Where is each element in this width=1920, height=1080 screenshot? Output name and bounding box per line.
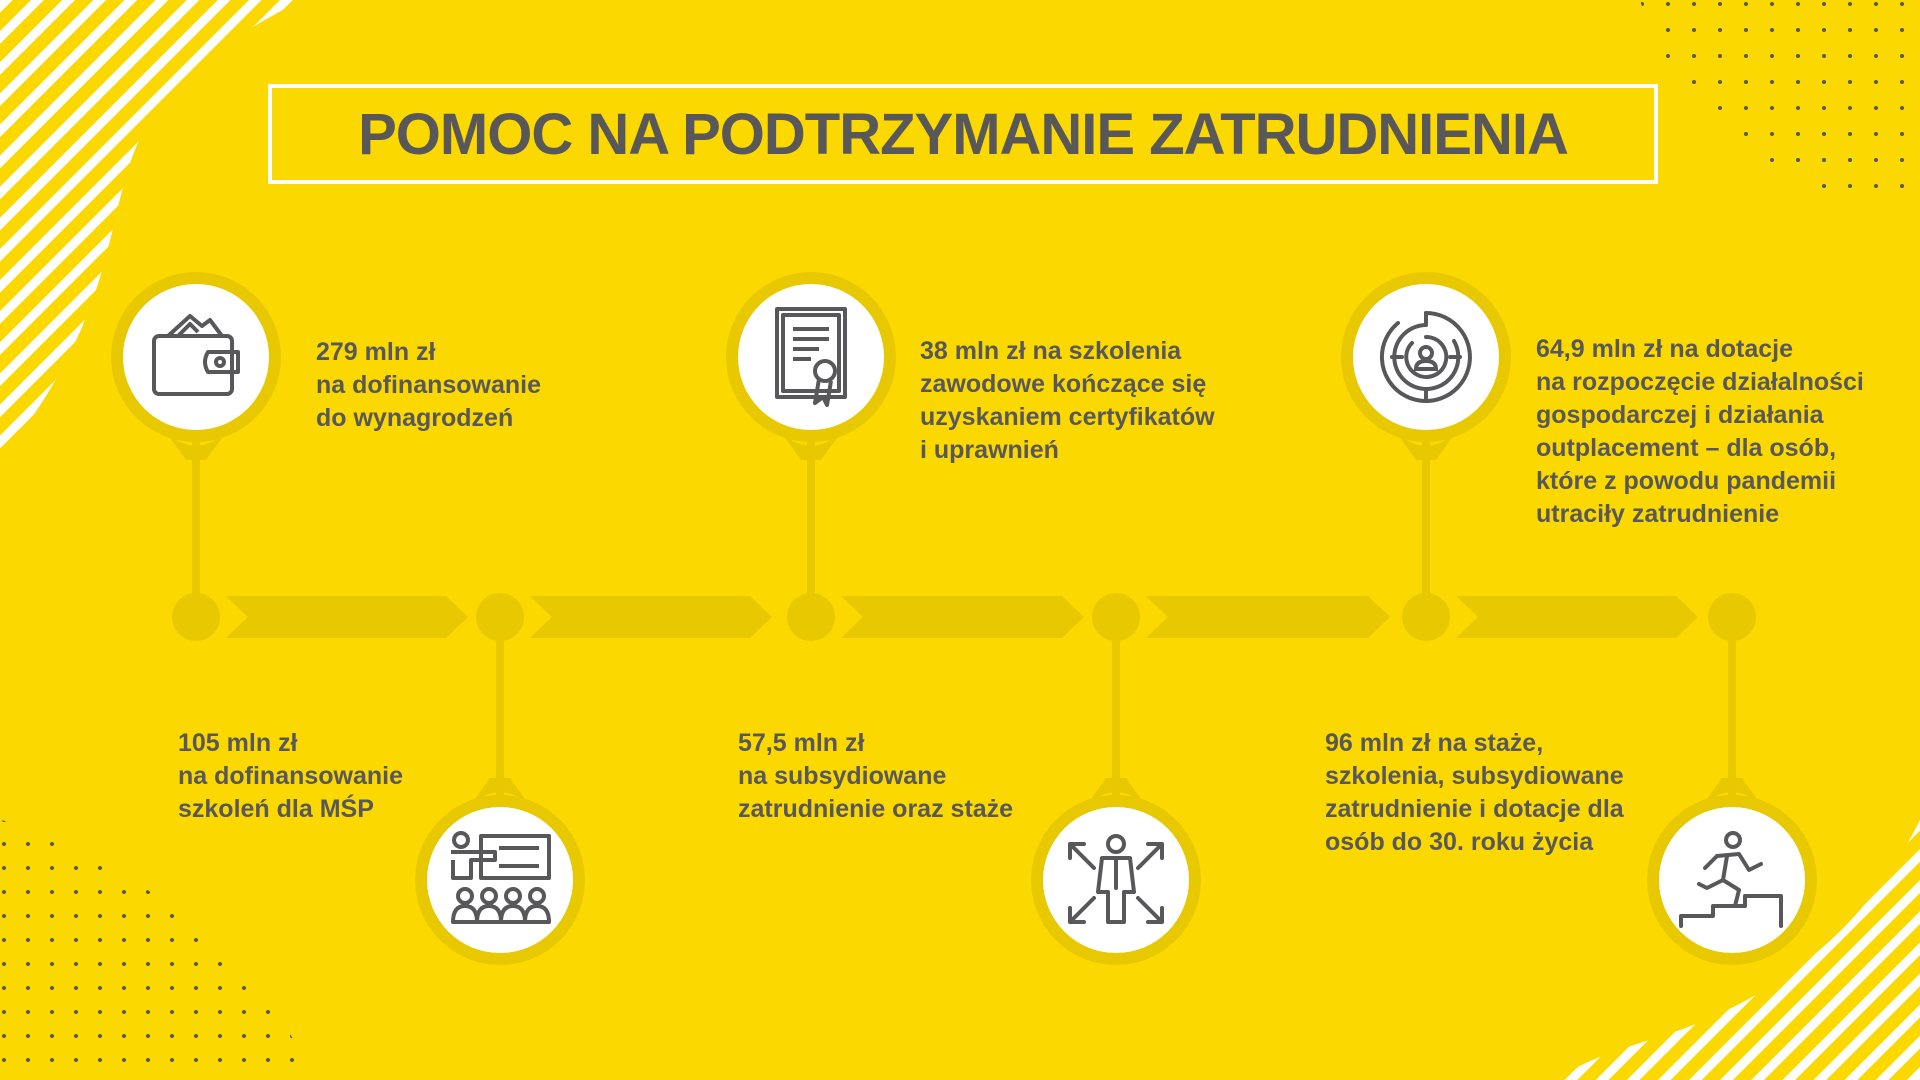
timeline-arrow: [226, 596, 468, 638]
item-line: na dofinansowanie: [178, 762, 404, 790]
item-text-target: [1536, 333, 1864, 531]
dots-decoration-bottom-left: [0, 820, 310, 1080]
item-line: 38 mln zł na szkolenia: [920, 337, 1182, 365]
training-presentation-icon: [445, 830, 555, 930]
running-stairs-icon: [1677, 830, 1787, 930]
item-line: gospodarczej i działania: [1536, 401, 1824, 429]
item-line: na subsydiowane: [738, 762, 947, 790]
timeline-node: [1402, 593, 1450, 641]
item-line: do wynagrodzeń: [316, 404, 514, 432]
circle-wallet: [111, 272, 281, 442]
item-text-certificate: [920, 335, 1215, 467]
title-frame: [268, 84, 1658, 184]
circle-stairs: [1647, 795, 1817, 965]
item-line: 279 mln zł: [316, 338, 436, 366]
timeline-arrow: [1146, 596, 1390, 638]
target-person-icon: [1378, 309, 1474, 405]
item-line: i uprawnień: [920, 436, 1059, 464]
item-line: osób do 30. roku życia: [1325, 828, 1594, 856]
certificate-icon: [771, 305, 851, 409]
dots-decoration-top-right: [1640, 0, 1920, 203]
item-line: 64,9 mln zł na dotacje: [1536, 335, 1794, 363]
item-line: 105 mln zł: [178, 729, 298, 757]
item-line: 57,5 mln zł: [738, 729, 865, 757]
item-line: które z powodu pandemii: [1536, 467, 1837, 495]
item-line: na rozpoczęcie działalności: [1536, 368, 1864, 396]
item-line: na dofinansowanie: [316, 371, 542, 399]
item-line: 96 mln zł na staże,: [1325, 729, 1544, 757]
item-text-stairs: [1325, 727, 1624, 859]
wallet-icon: [148, 312, 244, 402]
item-line: zatrudnienie i dotacje dla: [1325, 795, 1624, 823]
circle-target: [1341, 272, 1511, 442]
timeline-arrow: [530, 596, 772, 638]
page-title: POMOC NA PODTRZYMANIE ZATRUDNIENIA: [358, 101, 1568, 167]
timeline-node: [1708, 593, 1756, 641]
item-line: szkoleń dla MŚP: [178, 795, 374, 823]
item-line: uzyskaniem certyfikatów: [920, 403, 1215, 431]
item-line: szkolenia, subsydiowane: [1325, 762, 1624, 790]
item-text-training: [178, 727, 403, 826]
timeline-arrow: [841, 596, 1084, 638]
circle-worker: [1031, 795, 1201, 965]
worker-arrows-icon: [1064, 828, 1168, 932]
timeline-node: [172, 593, 220, 641]
timeline-node: [476, 593, 524, 641]
timeline-arrows: [226, 596, 1698, 638]
item-line: outplacement – dla osób,: [1536, 434, 1837, 462]
item-text-worker: [738, 727, 1013, 826]
timeline-arrow: [1456, 596, 1698, 638]
item-line: zatrudnienie oraz staże: [738, 795, 1014, 823]
item-line: utraciły zatrudnienie: [1536, 500, 1780, 528]
circle-certificate: [726, 272, 896, 442]
item-text-wallet: [316, 336, 541, 435]
circle-training: [415, 795, 585, 965]
timeline-node: [1092, 593, 1140, 641]
item-line: zawodowe kończące się: [920, 370, 1207, 398]
timeline-node: [787, 593, 835, 641]
